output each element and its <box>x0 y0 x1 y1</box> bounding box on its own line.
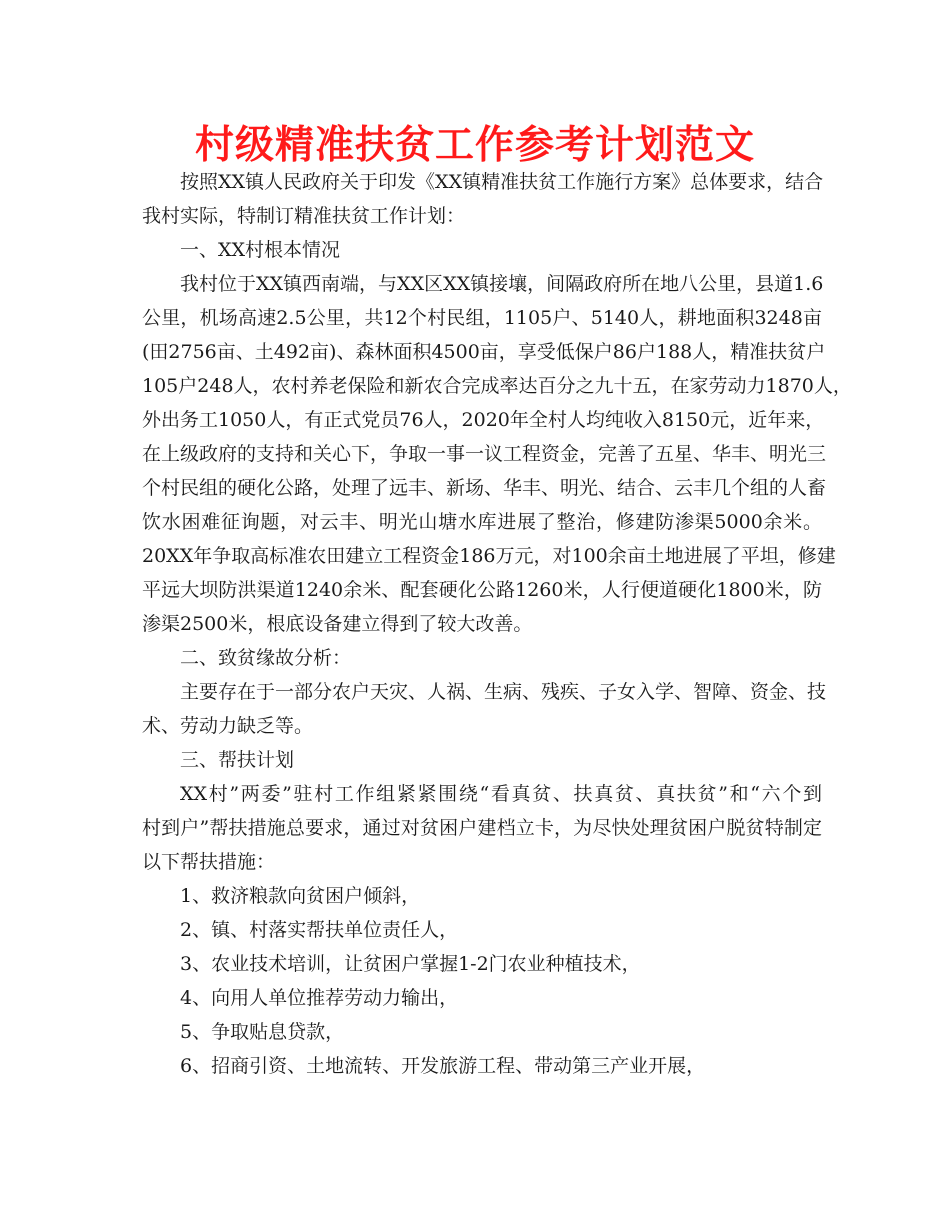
body-line: 2、镇、村落实帮扶单位责任人， <box>180 919 459 941</box>
body-line: XX村”两委”驻村工作组紧紧围绕“看真贫、扶真贫、真扶贫”和“六个到 <box>180 783 822 805</box>
body-line: 渗渠2500米，根底设备建立得到了较大改善。 <box>142 613 533 635</box>
body-line: 村到户”帮扶措施总要求，通过对贫困户建档立卡，为尽快处理贫困户脱贫特制定 <box>142 817 822 839</box>
body-line: 6、招商引资、土地流转、开发旅游工程、带动第三产业开展， <box>180 1055 706 1077</box>
body-line: 主要存在于一部分农户天灾、人祸、生病、残疾、子女入学、智障、资金、技 <box>180 681 827 703</box>
body-line: 20XX年争取高标准农田建立工程资金186万元，对100余亩土地进展了平坦，修建 <box>142 545 836 567</box>
body-line: 1、救济粮款向贫困户倾斜， <box>180 885 421 907</box>
document-body <box>142 165 852 1083</box>
body-line: 一、XX村根本情况 <box>180 239 341 261</box>
body-line: 3、农业技术培训，让贫困户掌握1-2门农业种植技术， <box>180 953 641 975</box>
body-line: 个村民组的硬化公路，处理了远丰、新场、华丰、明光、结合、云丰几个组的人畜 <box>142 477 827 499</box>
body-line: 公里，机场高速2.5公里，共12个村民组，1105户、5140人，耕地面积3248亩 <box>142 307 822 329</box>
document-title: 村级精准扶贫工作参考计划范文 <box>194 123 755 168</box>
body-line: 术、劳动力缺乏等。 <box>142 715 314 737</box>
body-line: 105户248人，农村养老保险和新农合完成率达百分之九十五，在家劳动力1870人， <box>142 375 852 397</box>
body-line: 在上级政府的支持和关心下，争取一事一议工程资金，完善了五星、华丰、明光三 <box>142 443 827 465</box>
body-line: 按照XX镇人民政府关于印发《XX镇精准扶贫工作施行方案》总体要求，结合 <box>180 171 824 193</box>
body-line: 我村实际，特制订精准扶贫工作计划： <box>142 205 466 227</box>
body-line: 我村位于XX镇西南端，与XX区XX镇接壤，间隔政府所在地八公里，县道1.6 <box>180 273 824 295</box>
body-line: 三、帮扶计划 <box>180 749 295 771</box>
body-line: 以下帮扶措施： <box>142 851 276 873</box>
body-line: 5、争取贴息贷款， <box>180 1021 345 1043</box>
body-line: 二、致贫缘故分析： <box>180 647 352 669</box>
body-line: 饮水困难征询题，对云丰、明光山塘水库进展了整治，修建防渗渠5000余米。 <box>142 511 822 533</box>
body-line: 外出务工1050人，有正式党员76人，2020年全村人均纯收入8150元，近年来， <box>142 409 825 431</box>
body-line: (田2756亩、土492亩)、森林面积4500亩，享受低保户86户188人，精准扶贫户 <box>142 341 826 363</box>
body-line: 4、向用人单位推荐劳动力输出， <box>180 987 459 1009</box>
body-line: 平远大坝防洪渠道1240余米、配套硬化公路1260米，人行便道硬化1800米，防 <box>142 579 822 601</box>
